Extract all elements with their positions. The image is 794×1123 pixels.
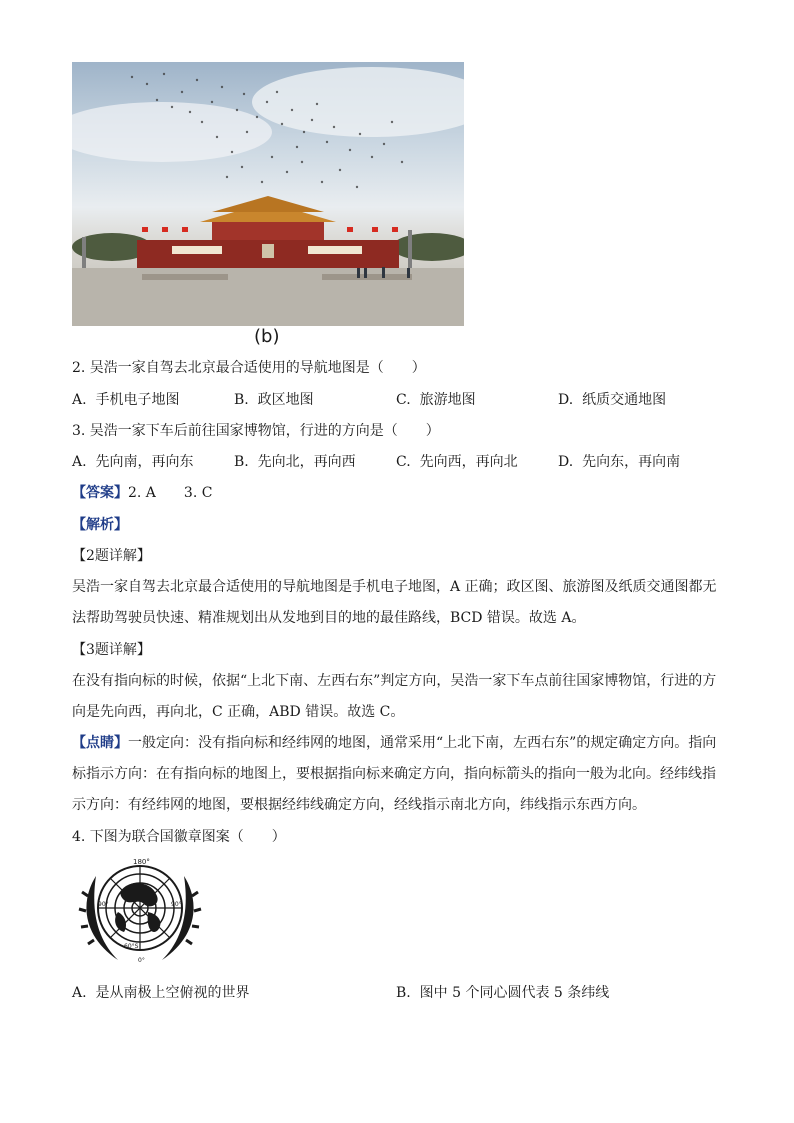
q3-detail-line1: 在没有指向标的时候，依据“上北下南、左西右东”判定方向，吴浩一家下车点前往国家博物馆，行进的方 (72, 673, 717, 689)
image-caption: (b) (254, 326, 280, 347)
q2-option-a: A. 手机电子地图 (72, 392, 180, 408)
q4-stem: 4. 下图为联合国徽章图案（ ） (72, 829, 286, 845)
q3-option-d: D. 先向东，再向南 (558, 454, 681, 470)
tip-line2: 标指示方向：在有指向标的地图上，要根据指向标来确定方向，指向标箭头的指向一般为北向。经纬线指 (72, 766, 716, 782)
q2-detail-label: 【2题详解】 (72, 548, 151, 564)
analysis-label: 【解析】 (72, 517, 128, 533)
q3-detail-label: 【3题详解】 (72, 642, 151, 658)
q2-option-d: D. 纸质交通地图 (558, 392, 667, 408)
emblem-label-right: 90° (171, 901, 182, 908)
emblem-label-lat: 60°S (124, 943, 139, 950)
q3-option-c: C. 先向西，再向北 (396, 454, 518, 470)
answer-text: 2. A 3. C (128, 485, 213, 501)
q3-option-b: B. 先向北，再向西 (234, 454, 356, 470)
q2-option-b: B. 政区地图 (234, 392, 314, 408)
answer-label: 【答案】 (72, 485, 128, 501)
q2-detail-line1: 吴浩一家自驾去北京最合适使用的导航地图是手机电子地图，A 正确；政区图、旅游图及纸质交通图都无 (72, 579, 717, 595)
emblem-label-top: 180° (133, 858, 150, 866)
emblem-label-left: 90° (98, 901, 109, 908)
q2-detail-line2: 法帮助驾驶员快速、精准规划出从发地到目的地的最佳路线，BCD 错误。故选 A。 (72, 610, 586, 626)
emblem-label-bottom: 0° (138, 957, 145, 964)
q4-option-b: B. 图中 5 个同心圆代表 5 条纬线 (396, 985, 610, 1001)
q3-option-a: A. 先向南，再向东 (72, 454, 194, 470)
q4-option-a: A. 是从南极上空俯视的世界 (72, 985, 250, 1001)
un-emblem (78, 856, 202, 972)
answer-line (72, 483, 212, 503)
q2-option-c: C. 旅游地图 (396, 392, 476, 408)
tiananmen-photo (72, 62, 464, 326)
tip-label: 【点睛】 (72, 735, 128, 751)
q3-detail-line2: 向是先向西，再向北，C 正确，ABD 错误。故选 C。 (72, 704, 405, 720)
q3-stem: 3. 吴浩一家下车后前往国家博物馆，行进的方向是（ ） (72, 423, 440, 439)
q2-stem: 2. 吴浩一家自驾去北京最合适使用的导航地图是（ ） (72, 360, 426, 376)
tip-line3: 示方向：有经纬网的地图，要根据经纬线确定方向，经线指示南北方向，纬线指示东西方向。 (72, 797, 646, 813)
tip-line1: 【点睛】一般定向：没有指向标和经纬网的地图，通常采用“上北下南，左西右东”的规定确定方向。指向 (72, 735, 717, 751)
